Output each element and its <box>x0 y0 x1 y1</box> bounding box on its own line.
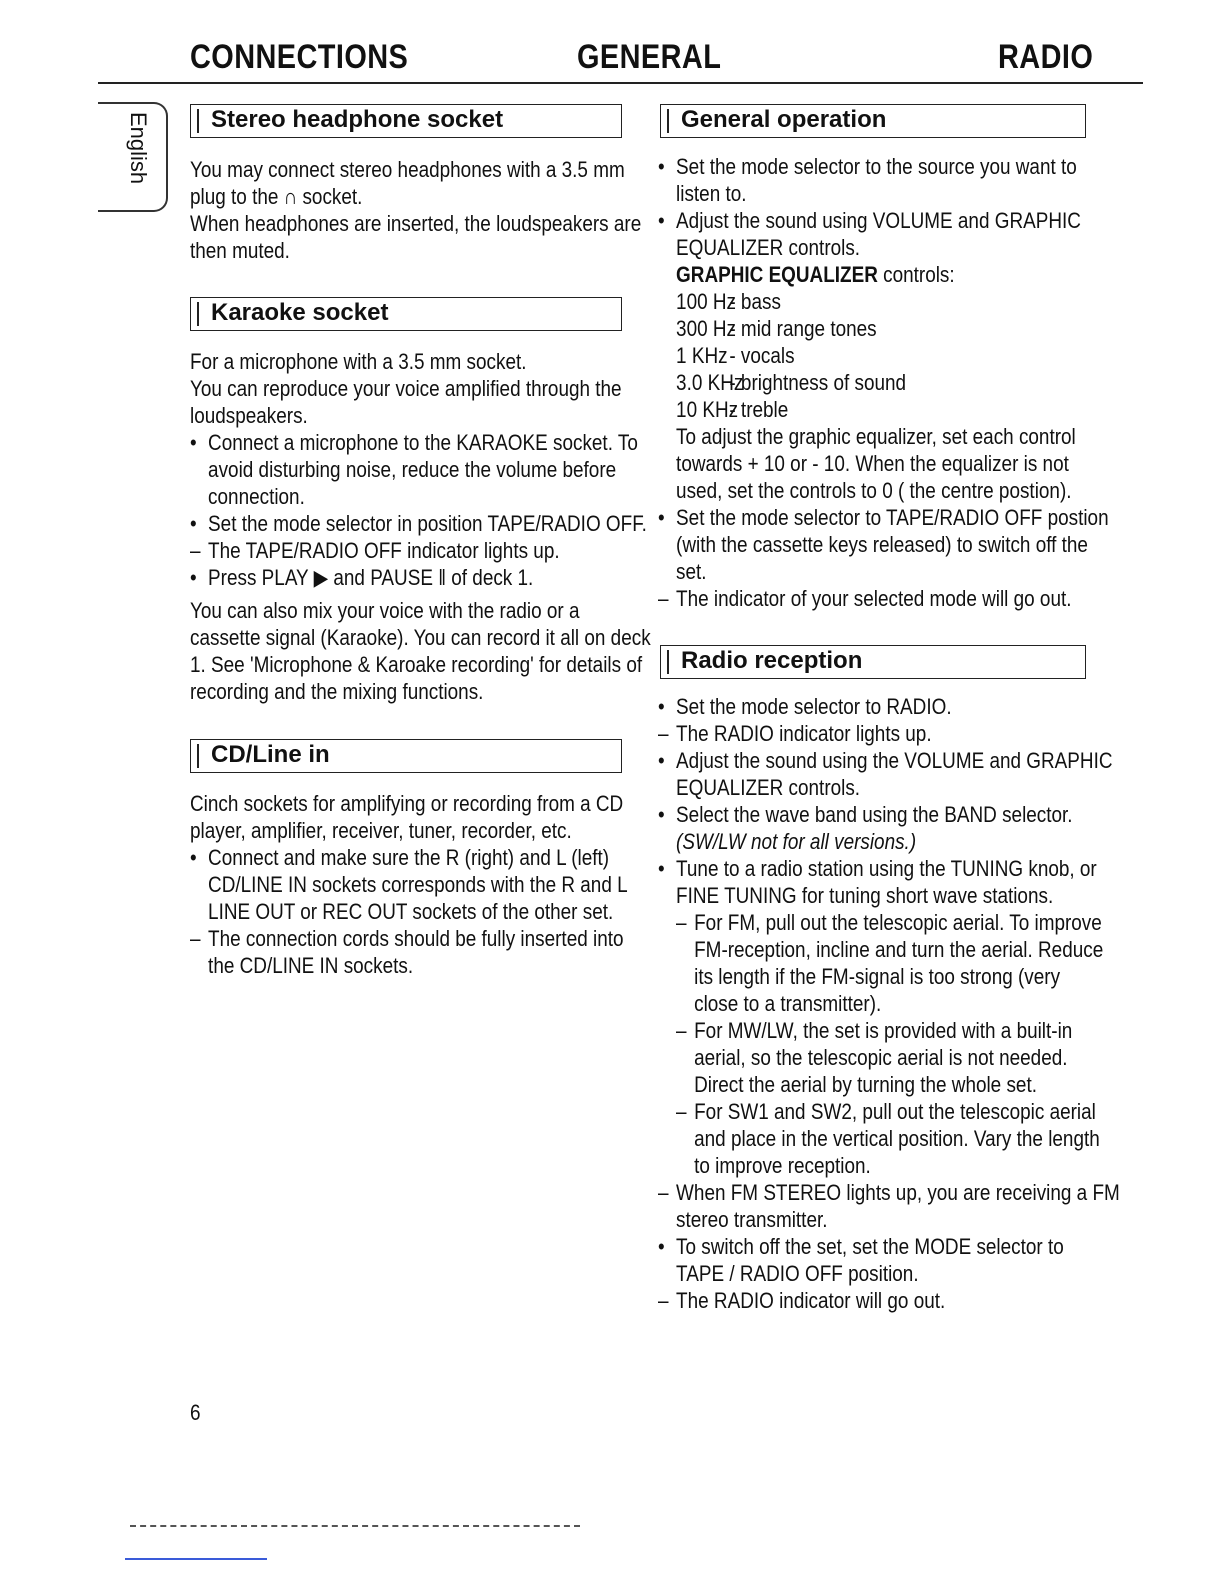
section-title-box <box>190 104 622 138</box>
text-line: EQUALIZER controls. <box>676 235 861 260</box>
eq-freq: 3.0 KHz <box>676 370 744 395</box>
footer-blue-rule <box>125 1558 267 1560</box>
dash-mark: – <box>676 1099 687 1124</box>
eq-desc: - treble <box>729 397 789 422</box>
dash-text: The indicator of your selected mode will go out. <box>676 586 1072 611</box>
bullet-dot: • <box>190 565 197 590</box>
dash-item <box>658 909 1140 936</box>
bullet-dot: • <box>658 856 665 881</box>
eq-label <box>658 261 1140 288</box>
bullet-item <box>658 504 1140 531</box>
bullet-item <box>658 855 1140 882</box>
section-title-stereo: Stereo headphone socket <box>211 106 504 133</box>
dash-mark: – <box>190 538 201 563</box>
text-line: cassette signal (Karaoke). You can record it all on deck <box>190 625 651 650</box>
language-tab-label: English <box>126 112 151 185</box>
text-line: FM-reception, incline and turn the aerial. Reduce <box>694 937 1104 962</box>
dash-text: The connection cords should be fully inserted into <box>208 926 624 951</box>
section-title-box <box>660 104 1086 138</box>
dash-mark: – <box>658 1180 669 1205</box>
text-line: Cinch sockets for amplifying or recording from a CD <box>190 791 624 816</box>
eq-freq: 10 KHz <box>676 397 739 422</box>
footer-dashed-rule <box>130 1525 580 1527</box>
bullet-dot: • <box>658 154 665 179</box>
bullet-text: Set the mode selector to the source you want to <box>676 154 1077 179</box>
bullet-text: Set the mode selector in position TAPE/RADIO OFF. <box>208 511 647 536</box>
dash-item <box>190 925 672 952</box>
bullet-item <box>658 747 1140 774</box>
bullet-dot: • <box>658 208 665 233</box>
text-line: towards + 10 or - 10. When the equalizer is not <box>676 451 1069 476</box>
bullet-text: Select the wave band using the BAND selector. <box>676 802 1073 827</box>
dash-text: The RADIO indicator lights up. <box>676 721 932 746</box>
text-line: loudspeakers. <box>190 403 308 428</box>
text-line: avoid disturbing noise, reduce the volume before <box>208 457 617 482</box>
dash-text: For SW1 and SW2, pull out the telescopic aerial <box>694 1099 1096 1124</box>
text-line: listen to. <box>676 181 747 206</box>
bullet-item <box>658 1233 1140 1260</box>
dash-text: For MW/LW, the set is provided with a built-in <box>694 1018 1073 1043</box>
bullet-dot: • <box>658 802 665 827</box>
dash-mark: – <box>658 721 669 746</box>
text-line: 1. See 'Microphone & Karoake recording' for details of <box>190 652 643 677</box>
eq-desc: - vocals <box>729 343 795 368</box>
bullet-dot: • <box>658 748 665 773</box>
text-line: CD/LINE IN sockets corresponds with the R and L <box>208 872 628 897</box>
bullet-text: To switch off the set, set the MODE selector to <box>676 1234 1064 1259</box>
dash-mark: – <box>676 910 687 935</box>
section-title-radio: Radio reception <box>681 647 863 674</box>
bullet-item <box>658 153 1140 180</box>
eq-row <box>658 288 1140 315</box>
text-line: connection. <box>208 484 305 509</box>
text-line: When headphones are inserted, the loudspeakers are <box>190 211 642 236</box>
bullet-dot: • <box>658 505 665 530</box>
dash-mark: – <box>190 926 201 951</box>
dash-item <box>658 1017 1140 1044</box>
eq-row <box>658 315 1140 342</box>
bullet-text: Press PLAY ▶ and PAUSE ‖ of deck 1. <box>208 565 534 590</box>
text-line: EQUALIZER controls. <box>676 775 861 800</box>
text-line: aerial, so the telescopic aerial is not needed. <box>694 1045 1068 1070</box>
text-line: Direct the aerial by turning the whole set. <box>694 1072 1037 1097</box>
section-title-karaoke: Karaoke socket <box>211 299 389 326</box>
dash-item <box>658 585 1140 612</box>
eq-desc: - mid range tones <box>729 316 877 341</box>
eq-desc: - brightness of sound <box>729 370 907 395</box>
bullet-item <box>190 564 672 591</box>
eq-freq: 300 Hz <box>676 316 737 341</box>
bullet-item <box>658 207 1140 234</box>
bullet-text: Set the mode selector to TAPE/RADIO OFF postion <box>676 505 1109 530</box>
bullet-item <box>190 429 672 456</box>
text-line: (with the cassette keys released) to switch off the <box>676 532 1088 557</box>
bullet-dot: • <box>658 694 665 719</box>
bullet-text: Connect and make sure the R (right) and L (left) <box>208 845 610 870</box>
text-line: For a microphone with a 3.5 mm socket. <box>190 349 527 374</box>
dash-text: When FM STEREO lights up, you are receiving a FM <box>676 1180 1120 1205</box>
text-line: FINE TUNING for tuning short wave stations. <box>676 883 1054 908</box>
dash-text: The RADIO indicator will go out. <box>676 1288 946 1313</box>
text-line: then muted. <box>190 238 290 263</box>
text-line: You can also mix your voice with the radio or a <box>190 598 580 623</box>
bullet-dot: • <box>190 430 197 455</box>
eq-row <box>658 396 1140 423</box>
eq-label-bold: GRAPHIC EQUALIZER <box>676 262 878 287</box>
text-line: You can reproduce your voice amplified through the <box>190 376 622 401</box>
eq-freq: 100 Hz <box>676 289 737 314</box>
dash-item <box>658 1179 1140 1206</box>
dash-text: The TAPE/RADIO OFF indicator lights up. <box>208 538 560 563</box>
bullet-text: Connect a microphone to the KARAOKE socket. To <box>208 430 638 455</box>
general-text <box>658 153 1218 612</box>
text-line: You may connect stereo headphones with a 3.5 mm <box>190 157 625 182</box>
text-line: close to a transmitter). <box>694 991 882 1016</box>
text-line: plug to the ∩ socket. <box>190 184 363 209</box>
header-rule <box>98 82 1143 84</box>
eq-freq: 1 KHz <box>676 343 728 368</box>
eq-row <box>658 342 1140 369</box>
dash-item <box>190 537 672 564</box>
eq-row <box>658 369 1140 396</box>
bullet-text: Set the mode selector to RADIO. <box>676 694 952 719</box>
text-line: TAPE / RADIO OFF position. <box>676 1261 919 1286</box>
text-line: recording and the mixing functions. <box>190 679 484 704</box>
text-line: and place in the vertical position. Vary the length <box>694 1126 1100 1151</box>
section-title-box <box>190 297 622 331</box>
header-radio: RADIO <box>998 38 1094 76</box>
bullet-text: Adjust the sound using VOLUME and GRAPHIC <box>676 208 1081 233</box>
bullet-dot: • <box>190 511 197 536</box>
radio-text <box>658 693 1218 1314</box>
bullet-text: Adjust the sound using the VOLUME and GRAPHIC <box>676 748 1113 773</box>
text-line: used, set the controls to 0 ( the centre postion). <box>676 478 1072 503</box>
bullet-dot: • <box>190 845 197 870</box>
section-title-general: General operation <box>681 106 887 133</box>
dash-item <box>658 720 1140 747</box>
text-line: player, amplifier, receiver, tuner, recorder, etc. <box>190 818 572 843</box>
eq-desc: - bass <box>729 289 781 314</box>
page-number: 6 <box>190 1400 201 1425</box>
text-line: (SW/LW not for all versions.) <box>676 829 917 854</box>
bullet-dot: • <box>658 1234 665 1259</box>
text-line: the CD/LINE IN sockets. <box>208 953 414 978</box>
dash-item <box>658 1098 1140 1125</box>
bullet-item <box>190 844 672 871</box>
text-line: To adjust the graphic equalizer, set each control <box>676 424 1076 449</box>
bullet-item <box>190 510 672 537</box>
text-line: set. <box>676 559 707 584</box>
bullet-item <box>658 801 1140 828</box>
text-line: stereo transmitter. <box>676 1207 828 1232</box>
header-connections: CONNECTIONS <box>190 38 409 76</box>
text-line: its length if the FM-signal is too strong (very <box>694 964 1061 989</box>
dash-mark: – <box>658 1288 669 1313</box>
section-title-box <box>190 739 622 773</box>
section-title-box <box>660 645 1086 679</box>
bullet-item <box>658 693 1140 720</box>
dash-mark: – <box>658 586 669 611</box>
dash-mark: – <box>676 1018 687 1043</box>
section-title-cdline: CD/Line in <box>211 741 330 768</box>
dash-item <box>658 1287 1140 1314</box>
text-line: to improve reception. <box>694 1153 871 1178</box>
bullet-text: Tune to a radio station using the TUNING knob, or <box>676 856 1097 881</box>
eq-label-rest: controls: <box>877 262 955 287</box>
header-general: GENERAL <box>577 38 722 76</box>
text-line: LINE OUT or REC OUT sockets of the other set. <box>208 899 614 924</box>
dash-text: For FM, pull out the telescopic aerial. To improve <box>694 910 1102 935</box>
